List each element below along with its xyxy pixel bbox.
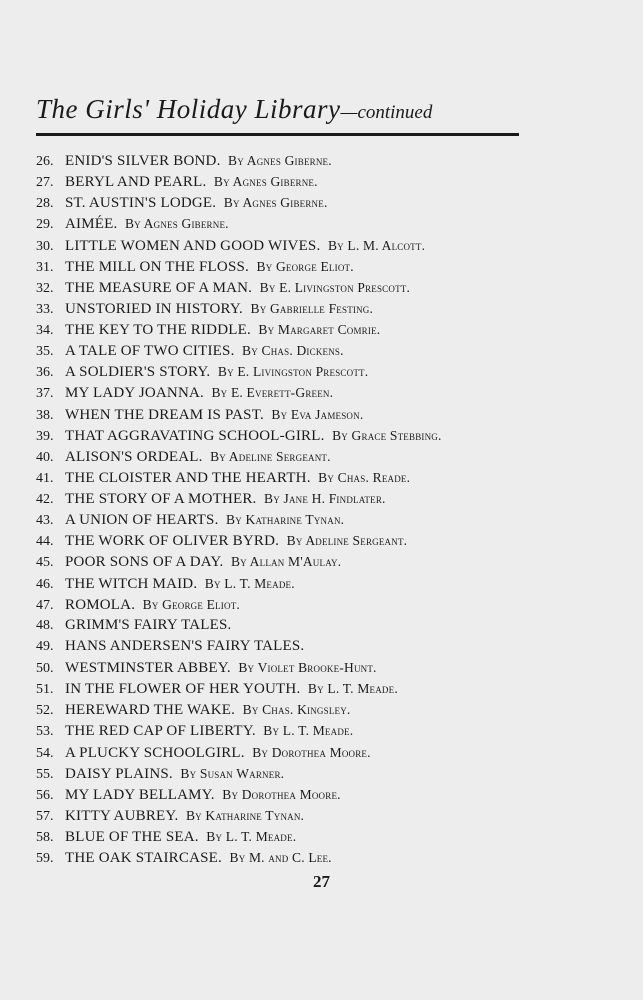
entry-number: 50. [36, 661, 54, 676]
entry-number: 30. [36, 238, 54, 254]
book-title: THE KEY TO THE RIDDLE. [65, 322, 251, 338]
book-entry [36, 256, 536, 277]
entry-number: 32. [36, 280, 54, 296]
book-title: BERYL AND PEARL. [65, 174, 207, 191]
book-entry [36, 742, 536, 763]
book-title: THE STORY OF A MOTHER. [65, 491, 257, 507]
entry-number: 42. [36, 492, 54, 507]
book-title: LITTLE WOMEN AND GOOD WIVES. [65, 237, 321, 254]
entry-number: 54. [36, 745, 54, 761]
book-title: WHEN THE DREAM IS PAST. [65, 406, 264, 423]
book-author: By Chas. Reade. [318, 469, 411, 485]
book-title: MY LADY JOANNA. [65, 385, 204, 402]
book-title: HANS ANDERSEN'S FAIRY TALES. [65, 637, 305, 654]
book-author: By E. Livingston Prescott. [217, 364, 369, 380]
book-title: KITTY AUBREY. [65, 807, 179, 824]
book-author: By Chas. Dickens. [242, 343, 344, 359]
book-entry [36, 720, 536, 741]
entry-number: 41. [36, 470, 54, 486]
book-author: By Agnes Giberne. [228, 153, 332, 168]
book-entry [36, 784, 536, 805]
book-entry [36, 763, 536, 784]
book-title: THE MILL ON THE FLOSS. [65, 258, 249, 275]
book-title: THE RED CAP OF LIBERTY. [65, 723, 256, 740]
book-title: A UNION OF HEARTS. [65, 512, 219, 529]
book-title: THE WORK OF OLIVER BYRD. [65, 533, 280, 550]
entry-number: 35. [36, 344, 54, 360]
book-title: A PLUCKY SCHOOLGIRL. [65, 744, 245, 761]
book-author: By L. T. Meade. [307, 681, 398, 697]
book-entry [36, 657, 536, 678]
book-title: THE WITCH MAID. [65, 575, 198, 592]
book-entry [36, 150, 536, 171]
book-entry [36, 404, 536, 425]
book-title: HEREWARD THE WAKE. [65, 702, 236, 719]
book-entry [36, 594, 536, 615]
entry-number: 59. [36, 851, 54, 867]
book-author: By Katharine Tynan. [185, 807, 305, 823]
book-author: By Agnes Giberne. [213, 174, 318, 190]
entry-number: 44. [36, 534, 54, 550]
book-author: By L. T. Meade. [263, 723, 354, 739]
entry-number: 52. [36, 703, 54, 719]
book-author: By E. Everett-Green. [211, 385, 334, 401]
book-entry [36, 530, 536, 551]
book-title: UNSTORIED IN HISTORY. [65, 300, 243, 317]
book-entry [36, 298, 536, 319]
entry-number: 51. [36, 682, 54, 698]
book-entry [36, 171, 536, 192]
book-entry [36, 805, 536, 826]
book-title: THE CLOISTER AND THE HEARTH. [65, 469, 311, 486]
book-entry [36, 573, 536, 594]
entry-number: 31. [36, 259, 54, 275]
page-header [36, 94, 522, 125]
entry-number: 26. [36, 154, 54, 169]
entry-number: 27. [36, 175, 54, 191]
book-title: ENID'S SILVER BOND. [65, 153, 221, 169]
book-author: By Jane H. Findlater. [264, 491, 386, 506]
page-number: 27 [313, 872, 330, 891]
book-title: THE MEASURE OF A MAN. [65, 279, 253, 296]
entry-number: 34. [36, 323, 54, 338]
book-author: By Chas. Kingsley. [242, 702, 351, 718]
book-title: MY LADY BELLAMY. [65, 786, 215, 803]
entry-number: 28. [36, 196, 54, 212]
book-author: By Adeline Sergeant. [286, 533, 408, 549]
book-author: By Allan M'Aulay. [230, 554, 342, 570]
book-author: By L. M. Alcott. [327, 237, 426, 253]
book-entry [36, 235, 536, 256]
book-author: By L. T. Meade. [206, 829, 297, 844]
entry-number: 40. [36, 449, 54, 465]
book-entry [36, 340, 536, 361]
book-entry [36, 213, 536, 234]
book-entry [36, 277, 536, 298]
book-entry [36, 488, 536, 509]
book-author: By Agnes Giberne. [223, 195, 328, 211]
entry-number: 39. [36, 428, 54, 444]
book-title: ROMOLA. [65, 596, 136, 613]
book-title: THAT AGGRAVATING SCHOOL-GIRL. [65, 427, 325, 444]
book-author: By L. T. Meade. [204, 575, 295, 591]
book-entry [36, 446, 536, 467]
entry-number: 45. [36, 555, 54, 571]
book-entry [36, 826, 536, 847]
book-author: By Margaret Comrie. [258, 322, 381, 337]
entry-number: 29. [36, 217, 54, 233]
book-title: A TALE OF TWO CITIES. [65, 343, 235, 360]
book-entry [36, 361, 536, 382]
book-title: DAISY PLAINS. [65, 765, 173, 782]
entry-number: 48. [36, 617, 54, 633]
book-author: By Katharine Tynan. [226, 512, 345, 528]
book-title: THE OAK STAIRCASE. [65, 850, 222, 867]
book-entry [36, 425, 536, 446]
book-author: By Agnes Giberne. [124, 216, 229, 232]
book-entry [36, 699, 536, 720]
book-entry [36, 615, 536, 636]
entry-number: 57. [36, 808, 54, 824]
book-author: By Susan Warner. [180, 765, 285, 781]
book-author: By Dorothea Moore. [222, 786, 341, 802]
book-entry [36, 467, 536, 488]
book-title: GRIMM'S FAIRY TALES. [65, 616, 232, 633]
entry-number: 33. [36, 301, 54, 317]
book-title: ST. AUSTIN'S LODGE. [65, 195, 217, 212]
book-list [36, 150, 536, 868]
book-title: A SOLDIER'S STORY. [65, 364, 211, 381]
book-entry [36, 192, 536, 213]
book-title: AIMÉE. [65, 216, 118, 233]
entry-number: 46. [36, 576, 54, 592]
book-author: By Adeline Sergeant. [210, 448, 331, 464]
entry-number: 55. [36, 766, 54, 782]
book-author: By Gabrielle Festing. [250, 300, 374, 316]
book-author: By E. Livingston Prescott. [259, 279, 411, 295]
entry-number: 56. [36, 787, 54, 803]
entry-number: 47. [36, 597, 54, 613]
book-entry [36, 678, 536, 699]
book-author: By M. and C. Lee. [229, 850, 332, 866]
book-author: By George Eliot. [256, 258, 354, 274]
book-title: BLUE OF THE SEA. [65, 829, 199, 845]
book-title: ALISON'S ORDEAL. [65, 448, 203, 465]
book-entry [36, 509, 536, 530]
entry-number: 53. [36, 724, 54, 740]
entry-number: 38. [36, 407, 54, 423]
entry-number: 49. [36, 638, 54, 654]
book-author: By George Eliot. [142, 596, 240, 612]
book-title: WESTMINSTER ABBEY. [65, 660, 231, 676]
book-author: By Dorothea Moore. [252, 744, 371, 760]
book-entry [36, 319, 536, 340]
book-author: By Eva Jameson. [271, 406, 364, 422]
entry-number: 36. [36, 365, 54, 381]
book-author: By Violet Brooke-Hunt. [238, 660, 377, 675]
book-entry [36, 636, 536, 657]
book-title: IN THE FLOWER OF HER YOUTH. [65, 681, 301, 698]
entry-number: 43. [36, 513, 54, 529]
book-entry [36, 551, 536, 572]
continued-label: —continued [340, 102, 433, 123]
header-rule [36, 133, 519, 136]
library-title: The Girls' Holiday Library [36, 94, 341, 124]
entry-number: 58. [36, 830, 54, 845]
book-title: POOR SONS OF A DAY. [65, 554, 224, 571]
book-author: By Grace Stebbing. [332, 427, 442, 443]
entry-number: 37. [36, 386, 54, 402]
book-entry [36, 382, 536, 403]
book-entry [36, 847, 536, 868]
